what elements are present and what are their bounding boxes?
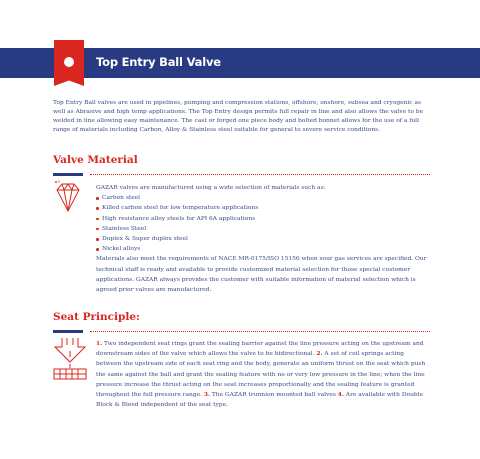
- diamond-icon: [53, 180, 83, 214]
- seat-principle-heading: Seat Principle:: [53, 311, 140, 323]
- item-text: Are available with Double Block & Bleed independent of the seat type.: [96, 392, 424, 409]
- list-item: Killed carbon steel for low temperature applications: [96, 203, 430, 213]
- list-item: Nickel alloys: [96, 244, 430, 254]
- material-list: [96, 193, 430, 254]
- item-number: 2.: [316, 350, 323, 358]
- badge-dot-icon: [64, 57, 74, 67]
- item-text: Two independent seat rings grant the sealing barrier against the line pressure acting on the upstream and downstream sides of the valve which allows the valve to be bidirectional.: [96, 341, 424, 358]
- intro-paragraph: Top Entry Ball valves are used in pipelines, pumping and compression stations, offshore, onshore, subsea and cryogenic as well as Abrasive and high temp applications. The Top Entry design permits full repair in line and also allows the valve to be welded in line allowing easy maintenance. The cast or forged one piece body and bolted bonnet allows for the use of a full range of materials including Carbon, Alloy & Stainless steel suitable for general to severe service conditions.: [53, 100, 424, 133]
- list-item: Duplex & Super duplex steel: [96, 234, 430, 244]
- item-number: 3.: [203, 391, 210, 399]
- section-dotted-rule: [90, 174, 430, 175]
- list-item: High resistance alloy steels for API 6A applications: [96, 214, 430, 224]
- header-badge: [54, 40, 84, 86]
- pressure-arrow-icon: [53, 337, 87, 381]
- item-number: 4.: [337, 391, 344, 399]
- item-text: The GAZAR trunnion mounted ball valves: [209, 392, 338, 399]
- seat-principle-body: [96, 339, 430, 410]
- valve-material-body: [96, 183, 430, 295]
- list-item: Carbon steel: [96, 193, 430, 203]
- section-dotted-rule: [90, 331, 430, 332]
- section-rule: [53, 330, 83, 333]
- valve-material-lead: GAZAR valves are manufactured using a wide selection of materials such as:: [96, 185, 326, 191]
- valve-material-heading: Valve Material: [53, 154, 138, 166]
- section-rule: [53, 173, 83, 176]
- valve-material-closing: Materials also meet the requirements of NACE MR-0175/ISO 15156 when sour gas services are specified. Our technical staff is ready and available to provide customized material selection for those special customer applications. GAZAR always provides the customer with suitable information of material selection which is agreed prior valves are manufactured.: [96, 256, 427, 294]
- page-title: Top Entry Ball Valve: [96, 55, 221, 69]
- item-number: 1.: [96, 340, 103, 347]
- item-text: A set of coil springs acting between the upstream side of each seat ring and the body, generate an uniform thrust on the seat which push the same against the ball and grant the sealing feature with no or very low pressure in the line; when the line pressure increase the thrust acting on the seat increases proportionally and the sealing feature is granted throughout the full pressure range.: [96, 351, 426, 399]
- list-item: Stainless Steel: [96, 224, 430, 234]
